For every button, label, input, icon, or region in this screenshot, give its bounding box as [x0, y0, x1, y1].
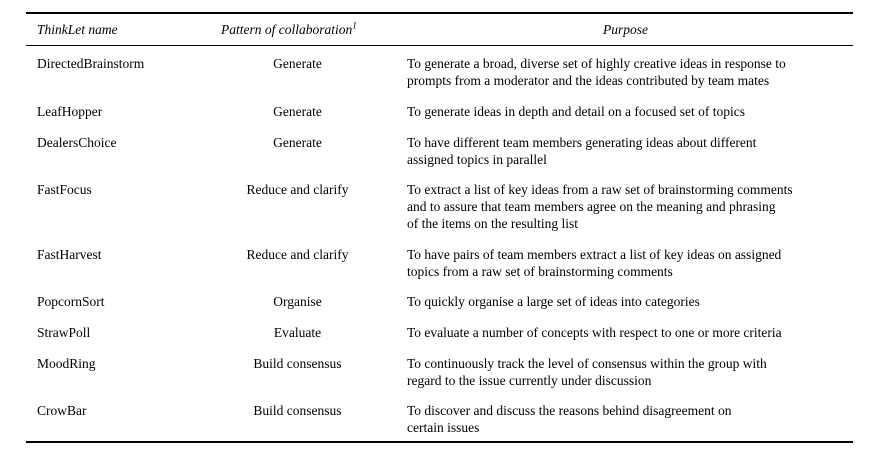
pattern-cell: Generate [273, 104, 322, 119]
purpose-cell: To extract a list of key ideas from a raw set of brainstorming comments and to assure that team members agree on the meaning and phrasing of the items on the resulting list [407, 182, 793, 231]
purpose-cell: To generate a broad, diverse set of highly creative ideas in response to prompts from a moderator and the ideas contributed by team mates [407, 56, 786, 88]
purpose-cell: To have pairs of team members extract a list of key ideas on assigned topics from a raw set of brainstorming comments [407, 247, 782, 279]
purpose-cell: To discover and discuss the reasons behind disagreement on certain issues [407, 403, 732, 435]
pattern-cell: Generate [273, 135, 322, 150]
header-pattern-label: Pattern of collaboration [221, 22, 353, 37]
thinklet-name-cell: StrawPoll [37, 325, 91, 340]
purpose-cell: To quickly organise a large set of ideas into categories [407, 294, 700, 309]
table-bottom-rule [26, 441, 853, 443]
table-top-rule [26, 12, 853, 14]
pattern-cell: Evaluate [273, 325, 322, 340]
purpose-cell: To have different team members generating ideas about different assigned topics in parallel [407, 135, 757, 167]
purpose-cell: To evaluate a number of concepts with respect to one or more criteria [407, 325, 782, 340]
thinklet-name-cell: PopcornSort [37, 294, 105, 309]
thinklet-name-cell: MoodRing [37, 356, 96, 371]
footnote-marker: 1 [352, 20, 357, 31]
thinklet-name-cell: DealersChoice [37, 135, 117, 150]
pattern-cell: Build consensus [253, 356, 342, 371]
thinklet-name-cell: DirectedBrainstorm [37, 56, 145, 71]
pattern-cell: Generate [273, 56, 322, 71]
purpose-cell: To generate ideas in depth and detail on a focused set of topics [407, 104, 745, 119]
header-purpose: Purpose [603, 22, 648, 37]
header-pattern-of-collaboration [221, 22, 357, 38]
thinklet-name-cell: FastFocus [37, 182, 92, 197]
table-header-rule [26, 45, 853, 46]
pattern-cell: Build consensus [253, 403, 342, 418]
pattern-cell: Organise [273, 294, 322, 309]
thinklet-name-cell: CrowBar [37, 403, 87, 418]
pattern-cell: Reduce and clarify [246, 247, 349, 262]
header-thinklet-name: ThinkLet name [37, 22, 118, 37]
purpose-cell: To continuously track the level of consensus within the group with regard to the issue currently under discussion [407, 356, 767, 388]
pattern-cell: Reduce and clarify [246, 182, 349, 197]
thinklet-name-cell: LeafHopper [37, 104, 103, 119]
thinklet-name-cell: FastHarvest [37, 247, 102, 262]
